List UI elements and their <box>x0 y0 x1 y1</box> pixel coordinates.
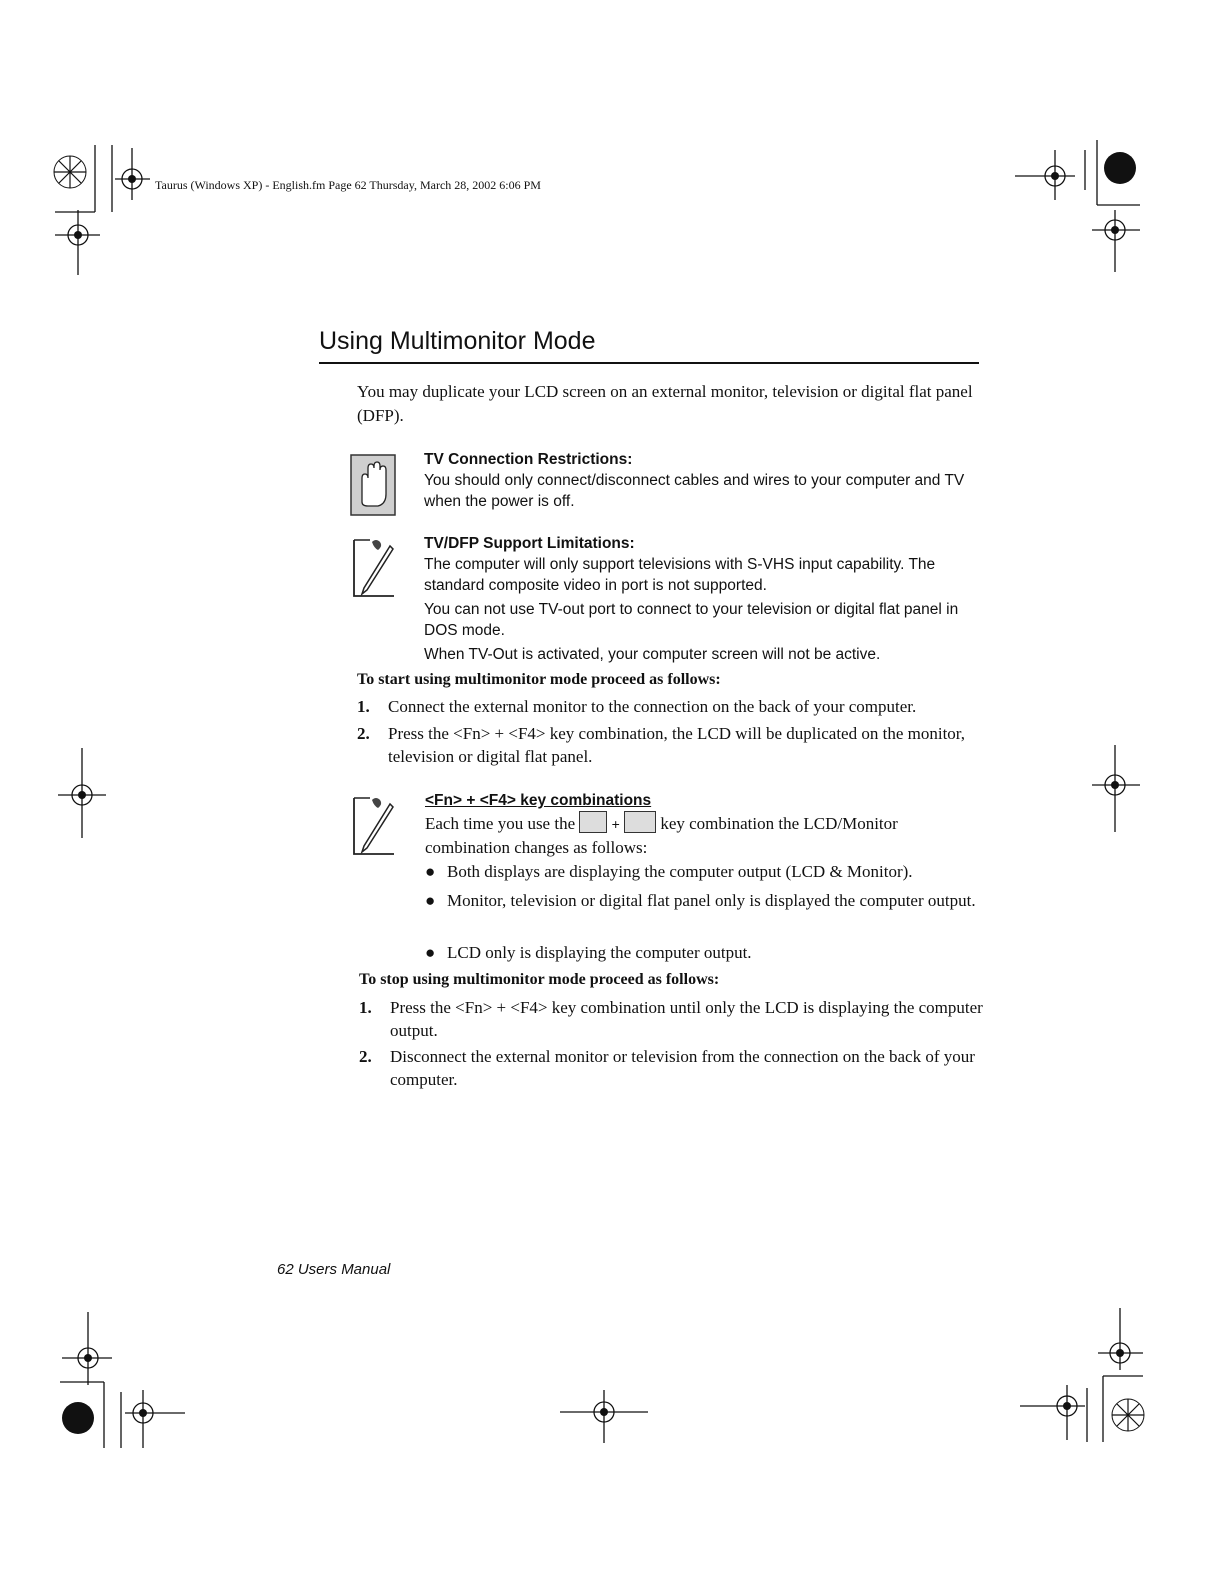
start-step-1 <box>357 695 977 718</box>
stop-procedure-heading: To stop using multimonitor mode proceed as follows: <box>359 971 720 988</box>
step-number: 2. <box>357 724 370 743</box>
print-header: Taurus (Windows XP) - English.fm Page 62 Thursday, March 28, 2002 6:06 PM <box>155 178 541 192</box>
step-text: Press the <Fn> + <F4> key combination until only the LCD is displaying the computer output. <box>390 998 983 1040</box>
target-dot <box>600 1408 608 1416</box>
stop-step-2 <box>359 1045 984 1091</box>
start-procedure-heading: To start using multimonitor mode proceed as follows: <box>357 671 721 688</box>
target-dot <box>128 175 136 183</box>
solid-disc <box>62 1402 94 1434</box>
step-text: Disconnect the external monitor or television from the connection on the back of your computer. <box>390 1047 975 1089</box>
bullet-text: LCD only is displaying the computer output. <box>447 943 752 962</box>
stop-hand-icon <box>350 454 396 516</box>
step-text: Press the <Fn> + <F4> key combination, the LCD will be duplicated on the monitor, television or digital flat panel. <box>388 724 966 766</box>
pen-note-icon <box>350 536 398 600</box>
bullet-item <box>425 941 985 964</box>
bullet-dot: ● <box>425 943 436 962</box>
bullet-dot: ● <box>425 862 436 881</box>
note-paragraph: You can not use TV-out port to connect to your television or digital flat panel in DOS mode. <box>424 601 959 639</box>
page-title: Using Multimonitor Mode <box>319 327 596 355</box>
key-note-text-before: Each time you use the <box>425 814 576 833</box>
bullet-item <box>425 889 985 912</box>
stop-step-1 <box>359 996 984 1042</box>
target-dot <box>1051 172 1059 180</box>
target-dot <box>84 1354 92 1362</box>
note-support-limitations <box>424 534 984 665</box>
fn-key-icon <box>579 811 607 833</box>
start-step-2 <box>357 722 977 768</box>
key-note-heading: <Fn> + <F4> key combinations <box>425 792 652 809</box>
note-paragraph: The computer will only support televisions with S-VHS input capability. The standard composite video in port is not supported. <box>424 556 936 594</box>
key-note-text <box>425 811 985 859</box>
note-text: You should only connect/disconnect cables and wires to your computer and TV when the power is off. <box>424 472 965 510</box>
pen-note-icon <box>350 794 398 858</box>
target-dot <box>1111 226 1119 234</box>
bullet-dot: ● <box>425 891 436 910</box>
key-note-text-after: key combination the LCD/Monitor combination changes as follows: <box>425 814 898 857</box>
note-paragraph: When TV-Out is activated, your computer screen will not be active. <box>424 646 881 663</box>
target-dot <box>78 791 86 799</box>
step-text: Connect the external monitor to the connection on the back of your computer. <box>388 697 917 716</box>
intro-paragraph: You may duplicate your LCD screen on an external monitor, television or digital flat panel (DFP). <box>357 382 973 425</box>
target-dot <box>1063 1402 1071 1410</box>
key-plus: + <box>611 816 620 832</box>
bullet-item <box>425 860 985 883</box>
note-heading: TV Connection Restrictions: <box>424 451 633 468</box>
title-rule <box>319 362 979 364</box>
f4-key-icon <box>624 811 656 833</box>
note-heading: TV/DFP Support Limitations: <box>424 535 635 552</box>
page-footer: 62 Users Manual <box>277 1261 391 1278</box>
target-dot <box>1116 1349 1124 1357</box>
step-number: 2. <box>359 1047 372 1066</box>
solid-disc <box>1104 152 1136 184</box>
target-dot <box>139 1409 147 1417</box>
step-number: 1. <box>359 998 372 1017</box>
step-number: 1. <box>357 697 370 716</box>
target-dot <box>74 231 82 239</box>
note-tv-connection <box>424 450 984 512</box>
target-dot <box>1111 781 1119 789</box>
bullet-text: Both displays are displaying the computer output (LCD & Monitor). <box>447 862 913 881</box>
bullet-text: Monitor, television or digital flat panel only is displayed the computer output. <box>447 891 976 910</box>
